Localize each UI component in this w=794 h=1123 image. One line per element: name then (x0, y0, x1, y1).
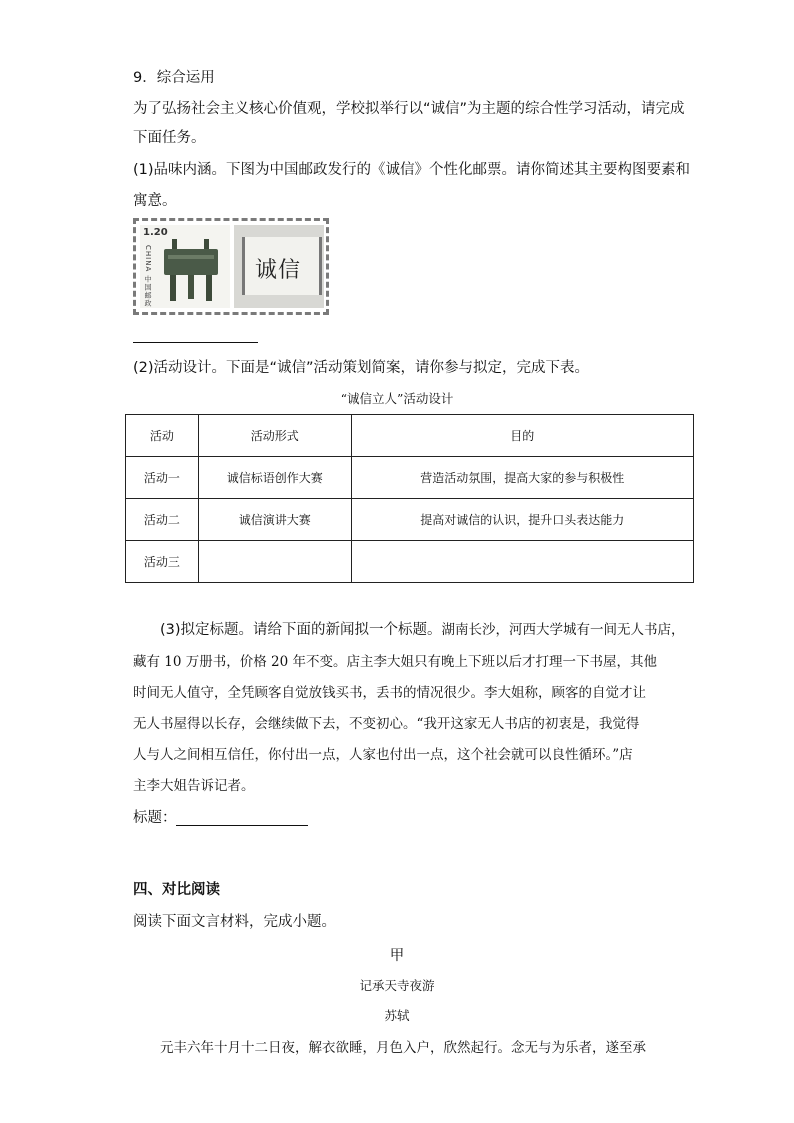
chengxin-stamp-image (133, 218, 329, 315)
passage-first-line: 元丰六年十月十二日夜，解衣欲睡，月色入户，欣然起行。念无与为乐者，遂至承 (160, 1040, 646, 1056)
activity-table (125, 414, 694, 583)
header-form: 活动形式 (198, 415, 351, 457)
stamp-right-panel (234, 225, 324, 308)
table-row (126, 499, 694, 541)
table-cell: 诚信标语创作大赛 (198, 457, 351, 499)
task3-paragraph-first (160, 620, 685, 640)
header-activity: 活动 (126, 415, 199, 457)
intro-line-2: 下面任务。 (133, 130, 206, 146)
table-cell: 活动一 (126, 457, 199, 499)
table-cell: 提高对诚信的认识，提升口头表达能力 (351, 499, 693, 541)
title-label: 标题： (133, 810, 177, 826)
stamp-country: CHINA 中国邮政 (144, 245, 152, 308)
task2-text: (2)活动设计。下面是“诚信”活动策划简案，请你参与拟定，完成下表。 (133, 360, 590, 376)
answer-blank-1[interactable] (133, 342, 258, 343)
passage-title: 记承天寺夜游 (359, 978, 435, 993)
table-cell: 活动三 (126, 541, 199, 583)
ding-vessel-icon (158, 237, 226, 305)
news-line-3: 时间无人值守，全凭顾客自觉放钱买书，丢书的情况很少。李大姐称，顾客的自觉才让 (133, 685, 646, 701)
table-title: “诚信立人”活动设计 (340, 391, 454, 406)
intro-line-1: 为了弘扬社会主义核心价值观，学校拟举行以“诚信”为主题的综合性学习活动，请完成 (133, 101, 685, 117)
task1-line-1: (1)品味内涵。下图为中国邮政发行的《诚信》个性化邮票。请你简述其主要构图要素和 (133, 162, 691, 178)
news-line-2: 藏有 10 万册书，价格 20 年不变。店主李大姐只有晚上下班以后才打理一下书屋，其他 (133, 654, 658, 670)
answer-cell-form[interactable] (198, 541, 351, 583)
news-line-4: 无人书屋得以长存，会继续做下去，不变初心。“我开这家无人书店的初衷是，我觉得 (133, 716, 640, 732)
news-line-6: 主李大姐告诉记者。 (133, 778, 255, 794)
table-cell: 活动二 (126, 499, 199, 541)
header-purpose: 目的 (351, 415, 693, 457)
news-line-1: 湖南长沙，河西大学城有一间无人书店， (441, 622, 685, 638)
table-cell: 营造活动氛围，提高大家的参与积极性 (351, 457, 693, 499)
passage-author: 苏轼 (384, 1008, 410, 1023)
task1-line-2: 寓意。 (133, 193, 177, 209)
section-intro: 阅读下面文言材料，完成小题。 (133, 914, 336, 930)
passage-jia-label: 甲 (389, 948, 405, 964)
news-line-5: 人与人之间相互信任，你付出一点，人家也付出一点，这个社会就可以良性循环。”店 (133, 747, 633, 763)
table-row (126, 457, 694, 499)
stamp-denomination: 1.20 (143, 227, 168, 238)
scroll-calligraphy: 诚信 (255, 258, 302, 283)
scroll-image (242, 237, 322, 295)
task3-label: (3)拟定标题。请给下面的新闻拟一个标题。 (160, 622, 442, 638)
table-cell: 诚信演讲大赛 (198, 499, 351, 541)
answer-blank-title[interactable] (176, 825, 308, 826)
answer-cell-purpose[interactable] (351, 541, 693, 583)
section-heading: 四、对比阅读 (133, 882, 220, 898)
stamp-left-panel (140, 225, 230, 308)
table-header-row (126, 415, 694, 457)
table-row (126, 541, 694, 583)
question-heading: 9．综合运用 (133, 70, 215, 86)
